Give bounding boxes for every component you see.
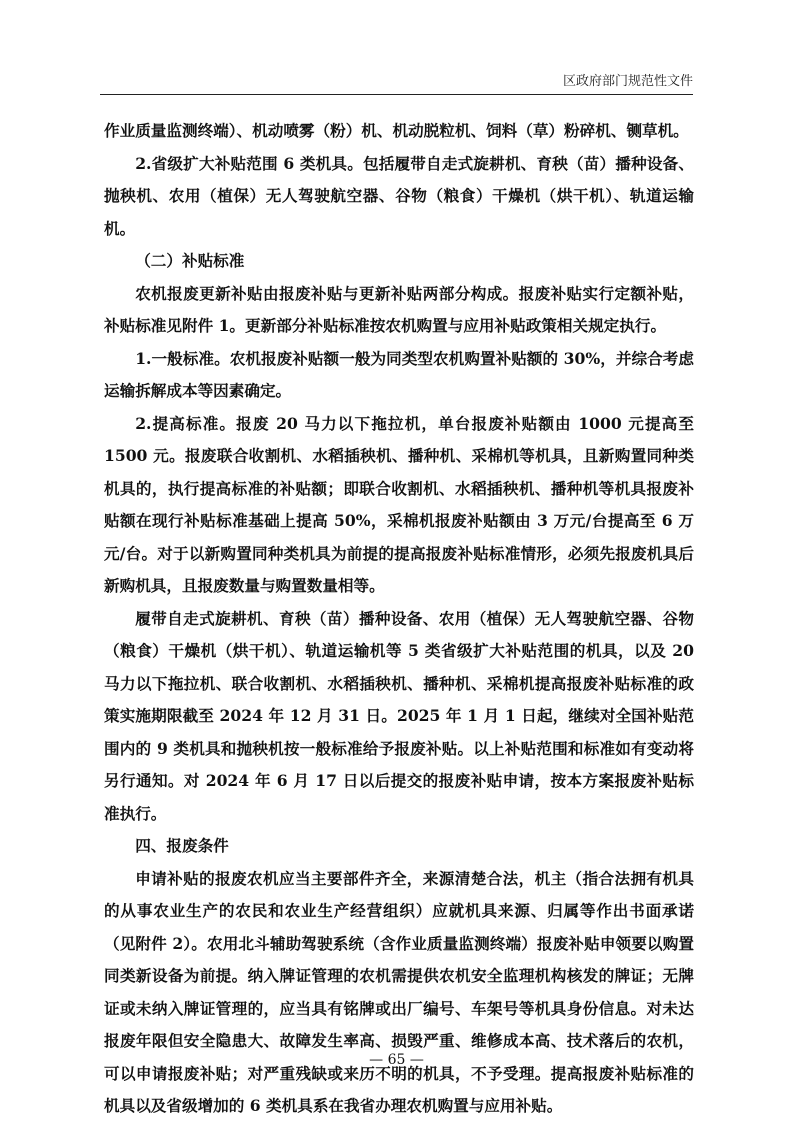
page-number: — 65 — bbox=[369, 1052, 424, 1068]
running-header: 区政府部门规范性文件 bbox=[562, 74, 693, 89]
section-heading-scrap-conditions: 四、报废条件 bbox=[135, 836, 229, 855]
paragraph-general-standard: 1.一般标准。农机报废补贴额一般为同类型农机购置补贴额的 30%，并综合考虑运输拆解成本等因素确定。 bbox=[104, 348, 694, 400]
paragraph-scrap-conditions: 申请补贴的报废农机应当主要部件齐全，来源清楚合法，机主（指合法拥有机具的从事农业生产的农民和农业生产经营组织）应就机具来源、归属等作出书面承诺（见附件 2）。农用北斗辅助驾驶系统（含作业质量监测终端）报废补贴申领要以购置同类新设备为前提。纳入牌证管理的农机需提供农机安全监理机构核发的牌证；无牌证或未纳入牌证管理的，应当具有铭牌或出厂编号、车架号等机具身份信息。对未达报废年限但安全隐患大、故障发生率高、损毁严重、维修成本高、技术落后的农机，可以申请报废补贴；对严重残缺或来历不明的机具，不予受理。提高报废补贴标准的机具以及省级增加的 6 类机具系在我省办理农机购置与应用补贴。 bbox=[104, 868, 694, 1115]
paragraph-subsidy-composition: 农机报废更新补贴由报废补贴与更新补贴两部分构成。报废补贴实行定额补贴，补贴标准见附件 1。更新部分补贴标准按农机购置与应用补贴政策相关规定执行。 bbox=[104, 283, 694, 335]
paragraph-provincial-scope: 2.省级扩大补贴范围 6 类机具。包括履带自走式旋耕机、育秧（苗）播种设备、抛秧机、农用（植保）无人驾驶航空器、谷物（粮食）干燥机（烘干机）、轨道运输机。 bbox=[104, 153, 694, 238]
section-heading-subsidy-standard: （二）补贴标准 bbox=[135, 251, 245, 270]
document-body bbox=[104, 115, 694, 1123]
paragraph-policy-period: 履带自走式旋耕机、育秧（苗）播种设备、农用（植保）无人驾驶航空器、谷物（粮食）干燥机（烘干机）、轨道运输机等 5 类省级扩大补贴范围的机具，以及 20 马力以下拖拉机、联合收割机、水稻插秧机、播种机、采棉机提高报废补贴标准的政策实施期限截至 2024 年 12 月 31 日。2025 年 1 月 1 日起，继续对全国补贴范围内的 9 类机具和抛秧机按一般标准给予报废补贴。以上补贴范围和标准如有变动将另行通知。对 2024 年 6 月 17 日以后提交的报废补贴申请，按本方案报废补贴标准执行。 bbox=[104, 608, 694, 823]
header-rule bbox=[100, 94, 693, 95]
paragraph-continued: 作业质量监测终端）、机动喷雾（粉）机、机动脱粒机、饲料（草）粉碎机、铡草机。 bbox=[104, 121, 689, 140]
paragraph-raised-standard: 2.提高标准。报废 20 马力以下拖拉机，单台报废补贴额由 1000 元提高至 1500 元。报废联合收割机、水稻插秧机、播种机、采棉机等机具，且新购置同种类机具的，执行提高标准的补贴额；即联合收割机、水稻插秧机、播种机等机具报废补贴额在现行补贴标准基础上提高 50%，采棉机报废补贴额由 3 万元/台提高至 6 万元/台。对于以新购置同种类机具为前提的提高报废补贴标准情形，必须先报废机具后新购机具，且报废数量与购置数量相等。 bbox=[104, 413, 694, 595]
